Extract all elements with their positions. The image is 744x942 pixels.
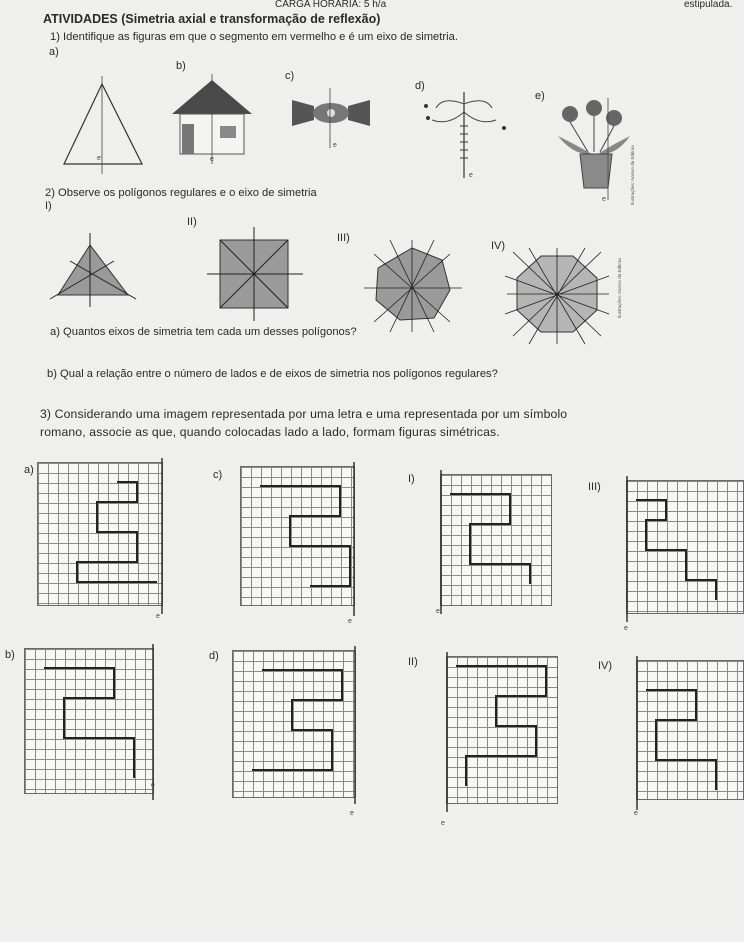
question-2-text: 2) Observe os polígonos regulares e o eixo de simetria [45, 187, 317, 199]
grid-figure-III-pattern [626, 480, 744, 630]
question-3-line-2: romano, associe as que, quando colocadas lado a lado, formam figuras simétricas. [40, 425, 500, 439]
q3-label-a: a) [24, 464, 34, 476]
q3-axis-label-a: e [156, 613, 160, 620]
q3-axis-label-I: e [436, 608, 440, 615]
q1-figure-triangle [60, 72, 180, 182]
polygon-octagon-axes [505, 248, 625, 348]
q1-label-a: a) [49, 46, 59, 58]
question-3-line-1: 3) Considerando uma imagem representada por uma letra e uma representada por um símbolo [40, 407, 568, 421]
polygon-heptagon-axes [362, 240, 482, 340]
grid-figure-d-pattern [232, 650, 356, 810]
q1-axis-label-c: e [333, 142, 337, 149]
q3-axis-label-II: e [441, 820, 445, 827]
q2-label-2: II) [187, 216, 197, 228]
q3-label-II: II) [408, 656, 418, 668]
q2-label-1: I) [45, 200, 52, 212]
q3-label-IV: IV) [598, 660, 613, 672]
question-2a-text: a) Quantos eixos de simetria tem cada um desses polígonos? [50, 326, 357, 338]
q3-axis-label-d: e [350, 810, 354, 817]
q2-label-4: IV) [491, 240, 506, 252]
q3-label-I: I) [408, 473, 415, 485]
q2-label-3: III) [337, 232, 350, 244]
q1-label-e: e) [535, 90, 545, 102]
q1-figure-house [172, 72, 262, 182]
q3-label-III: III) [588, 481, 601, 493]
q1-figure-candy [286, 86, 376, 156]
grid-figure-II-pattern [446, 656, 558, 816]
polygon-square-axes [205, 225, 315, 325]
q3-axis-label-III: e [624, 625, 628, 632]
q1-credit: Ilustrações: Acervo da Editora [630, 145, 635, 205]
q1-label-b: b) [176, 60, 186, 72]
q1-figure-dragonfly [418, 86, 528, 186]
grid-figure-c-pattern [240, 466, 355, 626]
q3-label-d: d) [209, 650, 219, 662]
grid-figure-IV-pattern [636, 660, 744, 820]
q3-axis-label-IV: e [634, 810, 638, 817]
q3-label-c: c) [213, 469, 223, 481]
grid-figure-b-pattern [24, 648, 154, 808]
q3-axis-label-c: e [348, 618, 352, 625]
header-text: CARGA HORÁRIA: 5 h/a [275, 0, 387, 10]
q1-axis-label-b: e [210, 156, 214, 163]
header-right-text: estipulada. [684, 0, 733, 10]
q3-label-b: b) [5, 649, 15, 661]
q1-axis-label-e: e [602, 196, 606, 203]
q1-label-d: d) [415, 80, 425, 92]
q3-axis-label-b: e [151, 782, 155, 789]
page-title: ATIVIDADES (Simetria axial e transformação de reflexão) [43, 12, 381, 26]
q1-axis-label-a: e [97, 155, 101, 162]
question-2b-text: b) Qual a relação entre o número de lados e de eixos de simetria nos polígonos regulares? [47, 368, 498, 380]
grid-figure-I-pattern [440, 474, 552, 624]
polygon-triangle-axes [48, 225, 158, 315]
q1-label-c: c) [285, 70, 295, 82]
grid-figure-a-pattern [37, 462, 163, 622]
question-1-text: 1) Identifique as figuras em que o segmento em vermelho e é um eixo de simetria. [50, 31, 458, 43]
q1-axis-label-d: e [469, 172, 473, 179]
q2-credit: Ilustrações: Acervo da Editora [617, 258, 622, 318]
